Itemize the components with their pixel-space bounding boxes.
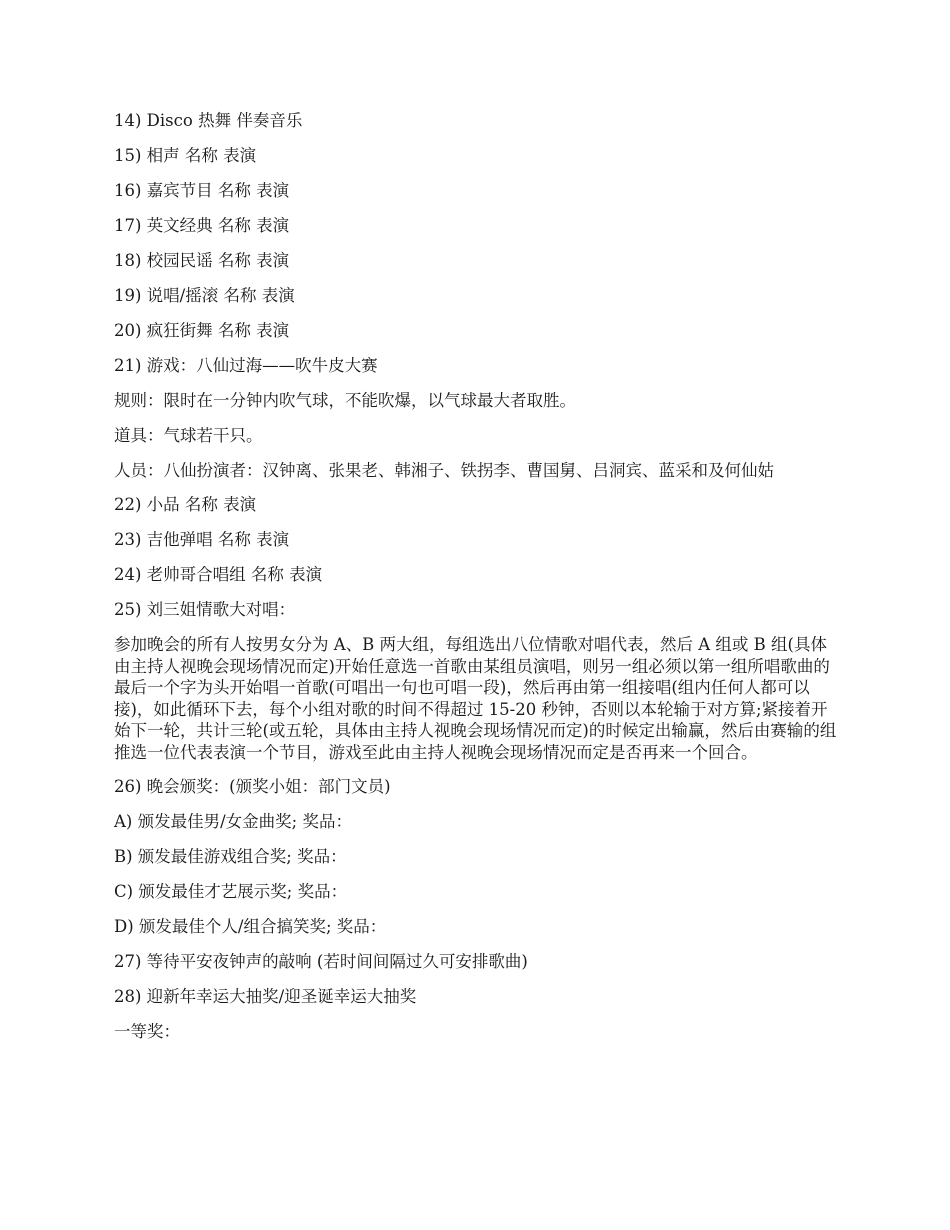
first-prize-label: 一等奖：: [114, 1021, 180, 1041]
award-c: C) 颁发最佳才艺展示奖; 奖品：: [114, 881, 348, 901]
document-body: [114, 110, 840, 1056]
program-item-19: 19) 说唱/摇滚 名称 表演: [114, 286, 295, 305]
program-item-18: 18) 校园民谣 名称 表演: [114, 251, 290, 270]
game-cast: 人员：八仙扮演者：汉钟离、张果老、韩湘子、铁拐李、曹国舅、吕洞宾、蓝采和及何仙姑: [114, 461, 774, 480]
award-b: B) 颁发最佳游戏组合奖; 奖品：: [114, 846, 347, 866]
program-item-15: 15) 相声 名称 表演: [114, 146, 257, 165]
program-item-24: 24) 老帅哥合唱组 名称 表演: [114, 565, 323, 584]
program-item-20: 20) 疯狂街舞 名称 表演: [114, 321, 290, 340]
program-item-21: 21) 游戏：八仙过海——吹牛皮大赛: [114, 356, 378, 375]
program-item-28: 28) 迎新年幸运大抽奖/迎圣诞幸运大抽奖: [114, 986, 417, 1006]
program-item-25: 25) 刘三姐情歌大对唱：: [114, 600, 296, 619]
program-item-16: 16) 嘉宾节目 名称 表演: [114, 181, 290, 200]
program-item-27: 27) 等待平安夜钟声的敲响 (若时间间隔过久可安排歌曲): [114, 951, 528, 971]
award-d: D) 颁发最佳个人/组合搞笑奖; 奖品：: [114, 916, 387, 936]
program-item-14: 14) Disco 热舞 伴奏音乐: [114, 111, 303, 130]
program-item-17: 17) 英文经典 名称 表演: [114, 216, 290, 235]
award-a: A) 颁发最佳男/女金曲奖; 奖品：: [114, 811, 352, 831]
game-rules: 规则：限时在一分钟内吹气球，不能吹爆，以气球最大者取胜。: [114, 391, 576, 410]
program-item-26: 26) 晚会颁奖：(颁奖小姐：部门文员): [114, 776, 391, 796]
duet-game-description: 参加晚会的所有人按男女分为 A、B 两大组，每组选出八位情歌对唱代表，然后 A 组或 B 组(具体由主持人视晚会现场情况而定)开始任意选一首歌由某组员演唱，则另一组必须以第一组所唱歌曲的最后一个字为头开始唱一首歌(可唱出一句也可唱一段)，然后再由第一组接唱(组内任何人都可以接)，如此循环下去，每个小组对歌的时间不得超过 15-20 秒钟，否则以本轮输于对方算;紧接着开始下一轮，共计三轮(或五轮，具体由主持人视晚会现场情况而定)的时候定出输赢，然后由赛输的组推选一位代表表演一个节目，游戏至此由主持人视晚会现场情况而定是否再来一个回合。: [114, 635, 837, 762]
program-item-22: 22) 小品 名称 表演: [114, 495, 257, 514]
program-item-23: 23) 吉他弹唱 名称 表演: [114, 530, 290, 549]
game-props: 道具：气球若干只。: [114, 426, 263, 445]
